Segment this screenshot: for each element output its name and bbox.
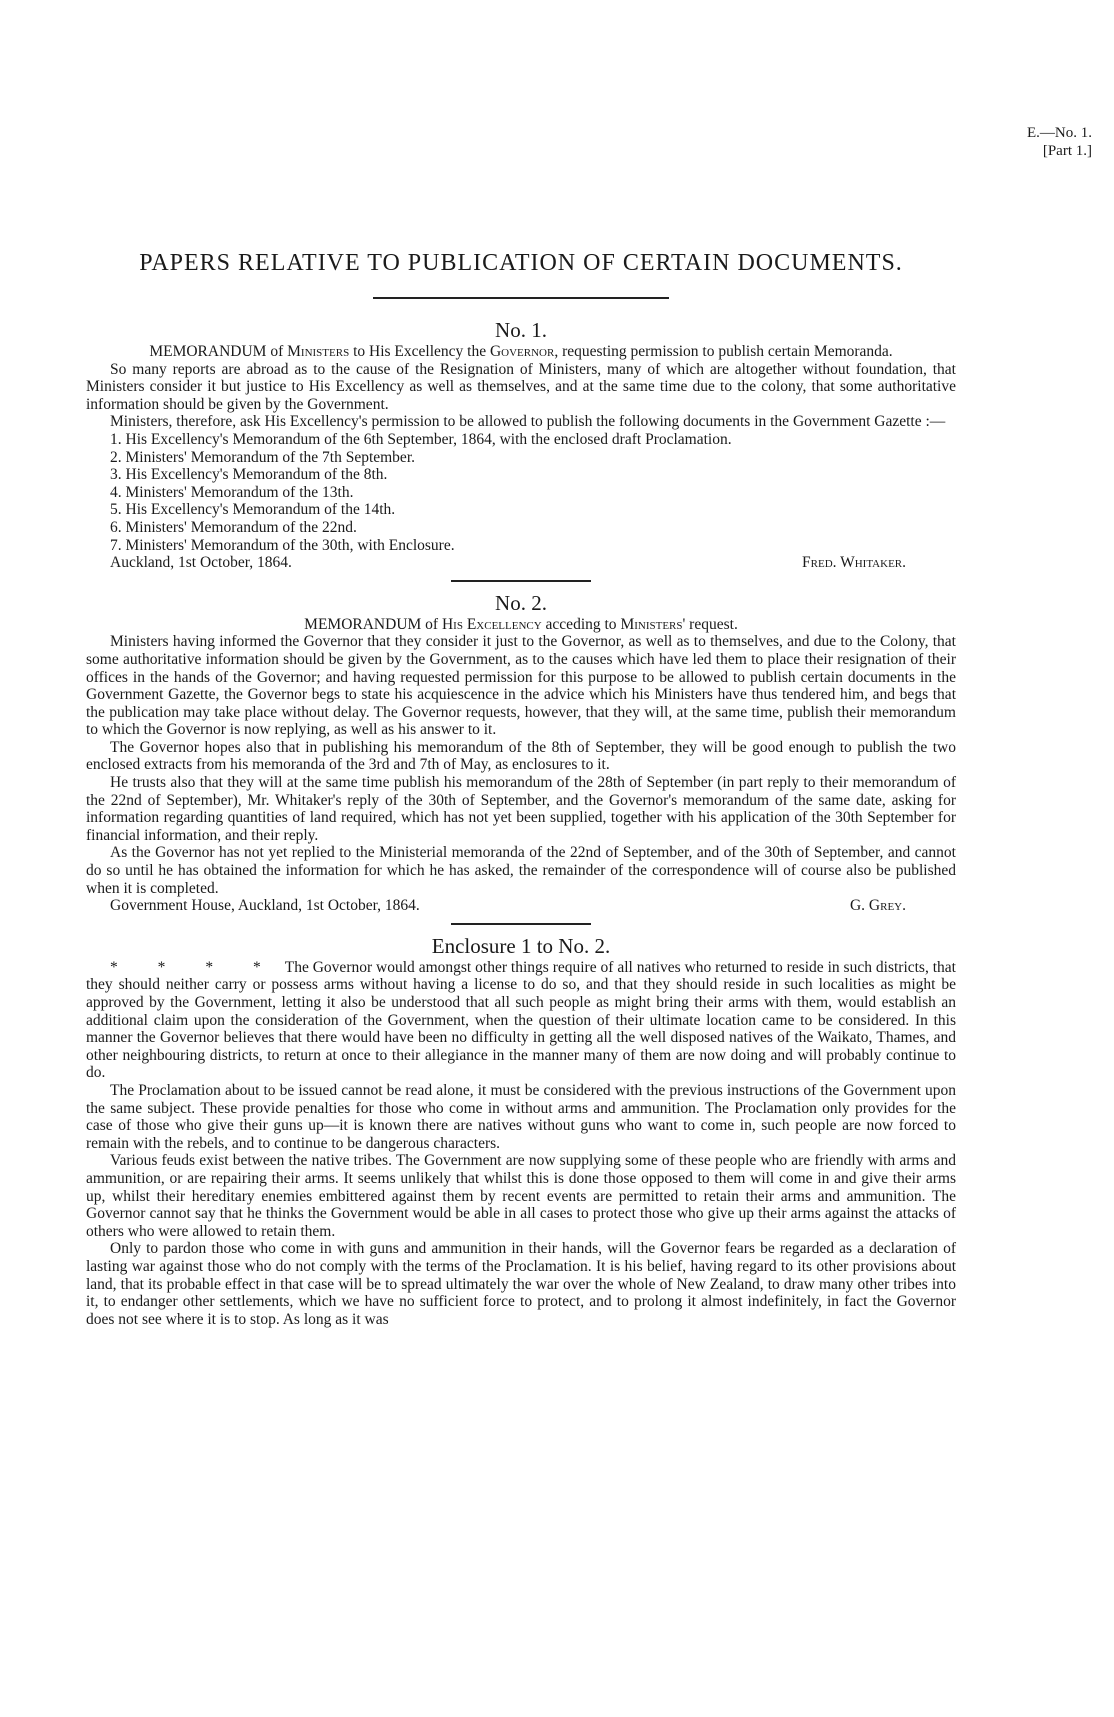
paragraph: Ministers having informed the Governor that they consider it just to the Governor, as well as to themselves, and due to the Colony, that some authoritative information should be given by the Government, as to the causes which have led them to place their resignation of their offices in the hands of the Governor; and having requested permission for this purpose to be allowed to publish certain documents in the Government Gazette, the Governor begs to state his acquiescence in the advice which his Ministers have thus tendered him, and begs that the publication may take place without delay. The Governor requests, however, that they will, at the same time, publish their memorandum to which the Governor is now replying, as well as his answer to it. <box>86 633 956 739</box>
subhead-part: Ministers <box>287 343 350 360</box>
document-reference <box>1027 124 1092 160</box>
asterisk-break: * * * * <box>110 958 279 976</box>
paragraph: Various feuds exist between the native tribes. The Government are now supplying some of these people who are friendly with arms and ammunition, or are repairing their arms. It seems unlikely that whilst this is done those opposed to them will come in and give their arms up, whilst their hereditary enemies embittered against them by recent events are permitted to retain their arms and ammunition. The Governor cannot say that he thinks the Government would be able in all cases to protect those who give up their arms against the attacks of others who were allowed to retain them. <box>86 1152 956 1240</box>
section-divider <box>451 923 591 925</box>
section-enclosure <box>86 933 956 1328</box>
place-date: Auckland, 1st October, 1864. <box>110 554 292 572</box>
subhead-part: Governor <box>489 343 555 360</box>
section-divider <box>451 580 591 582</box>
paragraph: So many reports are abroad as to the cause of the Resignation of Ministers, many of which are altogether without foundation, that Ministers consider it but justice to His Excellency as well as themselves, and at the same time due to the colony, that some authoritative information should be given by the Government. <box>86 360 956 413</box>
list-item: 6. Ministers' Memorandum of the 22nd. <box>110 518 357 536</box>
subhead-part: MEMORANDUM of <box>149 343 288 360</box>
document-part: [Part 1.] <box>1042 143 1092 159</box>
document-body <box>86 317 956 1328</box>
section-no-1 <box>86 317 956 572</box>
place-date: Government House, Auckland, 1st October, 1864. <box>110 897 420 915</box>
list-item: 3. His Excellency's Memorandum of the 8th. <box>110 466 388 484</box>
paragraph: He trusts also that they will at the same time publish his memorandum of the 28th of September (in part reply to their memorandum of the 22nd of September), Mr. Whitaker's reply of the 30th of September, and the Governor's memorandum of the same date, asking for information regarding quantities of land required, which has not yet been supplied, together with his application of the 30th September for financial information, and their reply. <box>86 774 956 844</box>
list-item: 7. Ministers' Memorandum of the 30th, with Enclosure. <box>110 536 455 554</box>
list-item: 5. His Excellency's Memorandum of the 14th. <box>110 501 396 519</box>
subhead-part: His Excellency <box>441 615 542 633</box>
paragraph: The Governor hopes also that in publishing his memorandum of the 8th of September, they will be good enough to publish the two enclosed extracts from his memoranda of the 3rd and 7th of May, as enclosures to it. <box>86 738 956 774</box>
document-list <box>86 431 956 554</box>
section-heading: Enclosure 1 to No. 2. <box>431 933 611 958</box>
subhead-part: to His Excellency the <box>349 343 490 360</box>
signature: Fred. Whitaker. <box>802 554 906 572</box>
list-item: 2. Ministers' Memorandum of the 7th September. <box>110 448 415 466</box>
paragraph: Ministers, therefore, ask His Excellency's permission to be allowed to publish the following documents in the Government Gazette :— <box>110 413 946 431</box>
paragraph: Only to pardon those who come in with guns and ammunition in their hands, will the Governor fears be regarded as a declaration of lasting war against those who do not comply with the terms of the Proclamation. It is his belief, having regard to its other provisions about land, that its probable effect in that case will be to spread ultimately the war over the whole of New Zealand, to draw many other tribes into it, to endanger other settlements, which we have no sufficient force to protect, and to prolong it almost indefinitely, in fact the Governor does not see where it is to stop. As long as it was <box>86 1240 956 1328</box>
page-title: PAPERS RELATIVE TO PUBLICATION OF CERTAIN DOCUMENTS. <box>139 250 903 276</box>
list-item: 4. Ministers' Memorandum of the 13th. <box>110 483 354 501</box>
paragraph <box>86 959 956 1082</box>
paragraph-text: The Governor would amongst other things require of all natives who returned to reside in such districts, that they should neither carry or possess arms without having a license to do so, and that they should reside in such localities as might be approved by the Government, letting it also be understood that all such people as might bring their arms with them, would establish an additional claim upon the consideration of the Government, when the question of their ultimate location came to be considered. In this manner the Governor believes that there would have been no difficulty in getting all the well disposed natives of the Waikato, Thames, and other neighbouring districts, to return at once to their allegiance in the manner many of them are now doing and will probably continue to do. <box>86 958 956 1082</box>
signature: G. Grey. <box>849 897 906 915</box>
document-number: E.—No. 1. <box>1027 125 1092 141</box>
subhead-part: acceding to <box>541 615 621 633</box>
section-subheading <box>86 343 956 361</box>
paragraph: The Proclamation about to be issued cannot be read alone, it must be considered with the previous instructions of the Government upon the same subject. These provide penalties for those who come in without arms and ammunition. The Proclamation only provides for the case of those who give their guns up—it is known there are natives without guns who want to come in, such people are now forced to remain with the rebels, and to continue to be dangerous characters. <box>86 1081 956 1152</box>
paragraph: As the Governor has not yet replied to the Ministerial memoranda of the 22nd of September, and of the 30th of September, and cannot do so until he has obtained the information for which he has asked, the remainder of the correspondence will of course also be published when it is completed. <box>86 844 956 897</box>
section-heading: No. 2. <box>495 590 547 615</box>
subhead-part: Ministers <box>620 615 683 633</box>
section-heading: No. 1. <box>495 318 547 342</box>
subhead-part: ' request. <box>682 615 738 633</box>
signature-line <box>86 897 956 915</box>
title-divider <box>373 297 669 299</box>
section-subheading <box>86 616 956 634</box>
signature-line <box>86 554 956 572</box>
list-item: 1. His Excellency's Memorandum of the 6th September, 1864, with the enclosed draft Proclamation. <box>110 430 732 448</box>
subhead-part: , requesting permission to publish certain Memoranda. <box>554 343 893 360</box>
section-no-2 <box>86 590 956 915</box>
subhead-part: MEMORANDUM of <box>304 615 442 633</box>
